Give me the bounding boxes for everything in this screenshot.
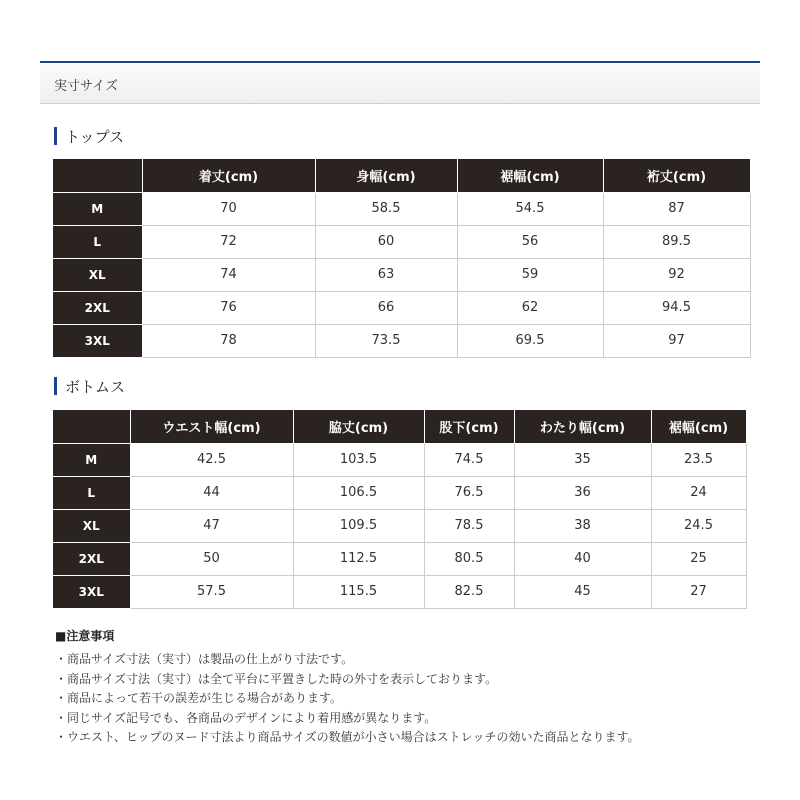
table-cell: 40 bbox=[514, 542, 651, 575]
size-label: 3XL bbox=[53, 324, 142, 357]
table-cell: 63 bbox=[315, 258, 457, 291]
table-cell: 45 bbox=[514, 575, 651, 608]
table-cell: 115.5 bbox=[293, 575, 424, 608]
table-cell: 74.5 bbox=[424, 443, 514, 476]
table-row bbox=[53, 575, 746, 608]
column-header: 着丈(cm) bbox=[142, 159, 315, 192]
table-cell: 50 bbox=[130, 542, 293, 575]
table-row bbox=[53, 225, 750, 258]
column-header: 裾幅(cm) bbox=[651, 410, 746, 443]
table-cell: 59 bbox=[457, 258, 603, 291]
table-cell: 78.5 bbox=[424, 509, 514, 542]
table-cell: 38 bbox=[514, 509, 651, 542]
column-header: ウエスト幅(cm) bbox=[130, 410, 293, 443]
tops-section-title bbox=[54, 127, 254, 145]
notes-title: ■注意事項 bbox=[55, 629, 115, 643]
size-label: XL bbox=[53, 509, 130, 542]
table-cell: 70 bbox=[142, 192, 315, 225]
table-cell: 62 bbox=[457, 291, 603, 324]
size-label: L bbox=[53, 476, 130, 509]
note-item: ・ウエスト、ヒップのヌード寸法より商品サイズの数値が小さい場合はストレッチの効いた商品となります。 bbox=[55, 730, 640, 744]
table-cell: 24.5 bbox=[651, 509, 746, 542]
table-cell: 66 bbox=[315, 291, 457, 324]
table-row bbox=[53, 291, 750, 324]
table-cell: 27 bbox=[651, 575, 746, 608]
tops-size-table bbox=[53, 159, 751, 358]
table-cell: 25 bbox=[651, 542, 746, 575]
column-header: 脇丈(cm) bbox=[293, 410, 424, 443]
table-cell: 44 bbox=[130, 476, 293, 509]
table-cell: 54.5 bbox=[457, 192, 603, 225]
size-label: XL bbox=[53, 258, 142, 291]
table-cell: 47 bbox=[130, 509, 293, 542]
table-cell: 73.5 bbox=[315, 324, 457, 357]
bottoms-section-title bbox=[54, 377, 254, 395]
tops-header-row bbox=[53, 159, 750, 192]
table-cell: 57.5 bbox=[130, 575, 293, 608]
table-cell: 87 bbox=[603, 192, 750, 225]
table-cell: 60 bbox=[315, 225, 457, 258]
note-item: ・商品サイズ寸法（実寸）は全て平台に平置きした時の外寸を表示しております。 bbox=[55, 671, 498, 686]
size-label: 2XL bbox=[53, 291, 142, 324]
table-row bbox=[53, 192, 750, 225]
column-header: 裄丈(cm) bbox=[603, 159, 750, 192]
table-cell: 78 bbox=[142, 324, 315, 357]
table-corner-cell bbox=[53, 159, 142, 192]
note-item: ・商品サイズ寸法（実寸）は製品の仕上がり寸法です。 bbox=[55, 652, 354, 666]
table-cell: 58.5 bbox=[315, 192, 457, 225]
page-title: 実寸サイズ bbox=[54, 79, 118, 94]
table-cell: 89.5 bbox=[603, 225, 750, 258]
column-header: 身幅(cm) bbox=[315, 159, 457, 192]
table-cell: 74 bbox=[142, 258, 315, 291]
tops-title-label: トップス bbox=[65, 128, 124, 146]
table-cell: 82.5 bbox=[424, 575, 514, 608]
table-row bbox=[53, 476, 746, 509]
column-header: 裾幅(cm) bbox=[457, 159, 603, 192]
size-label: 2XL bbox=[53, 542, 130, 575]
table-cell: 80.5 bbox=[424, 542, 514, 575]
table-cell: 24 bbox=[651, 476, 746, 509]
notes-section bbox=[55, 627, 755, 748]
bottoms-size-table bbox=[53, 410, 747, 609]
table-corner-cell bbox=[53, 410, 130, 443]
size-label: L bbox=[53, 225, 142, 258]
table-row bbox=[53, 324, 750, 357]
note-item: ・商品によって若干の誤差が生じる場合があります。 bbox=[55, 691, 343, 705]
column-header: 股下(cm) bbox=[424, 410, 514, 443]
note-item: ・同じサイズ記号でも、各商品のデザインにより着用感が異なります。 bbox=[55, 710, 437, 725]
table-row bbox=[53, 443, 746, 476]
table-cell: 36 bbox=[514, 476, 651, 509]
size-label: M bbox=[53, 443, 130, 476]
table-cell: 106.5 bbox=[293, 476, 424, 509]
size-label: 3XL bbox=[53, 575, 130, 608]
section-accent-bar bbox=[54, 377, 57, 395]
column-header: わたり幅(cm) bbox=[514, 410, 651, 443]
table-cell: 92 bbox=[603, 258, 750, 291]
table-cell: 42.5 bbox=[130, 443, 293, 476]
table-cell: 97 bbox=[603, 324, 750, 357]
page-header bbox=[40, 63, 760, 104]
table-cell: 23.5 bbox=[651, 443, 746, 476]
table-cell: 103.5 bbox=[293, 443, 424, 476]
table-row bbox=[53, 542, 746, 575]
table-cell: 69.5 bbox=[457, 324, 603, 357]
size-label: M bbox=[53, 192, 142, 225]
table-row bbox=[53, 509, 746, 542]
table-cell: 94.5 bbox=[603, 291, 750, 324]
table-cell: 35 bbox=[514, 443, 651, 476]
section-accent-bar bbox=[54, 127, 57, 145]
table-cell: 109.5 bbox=[293, 509, 424, 542]
table-cell: 76.5 bbox=[424, 476, 514, 509]
table-cell: 56 bbox=[457, 225, 603, 258]
bottoms-title-label: ボトムス bbox=[65, 378, 126, 396]
table-row bbox=[53, 258, 750, 291]
table-cell: 76 bbox=[142, 291, 315, 324]
bottoms-header-row bbox=[53, 410, 746, 443]
table-cell: 112.5 bbox=[293, 542, 424, 575]
table-cell: 72 bbox=[142, 225, 315, 258]
